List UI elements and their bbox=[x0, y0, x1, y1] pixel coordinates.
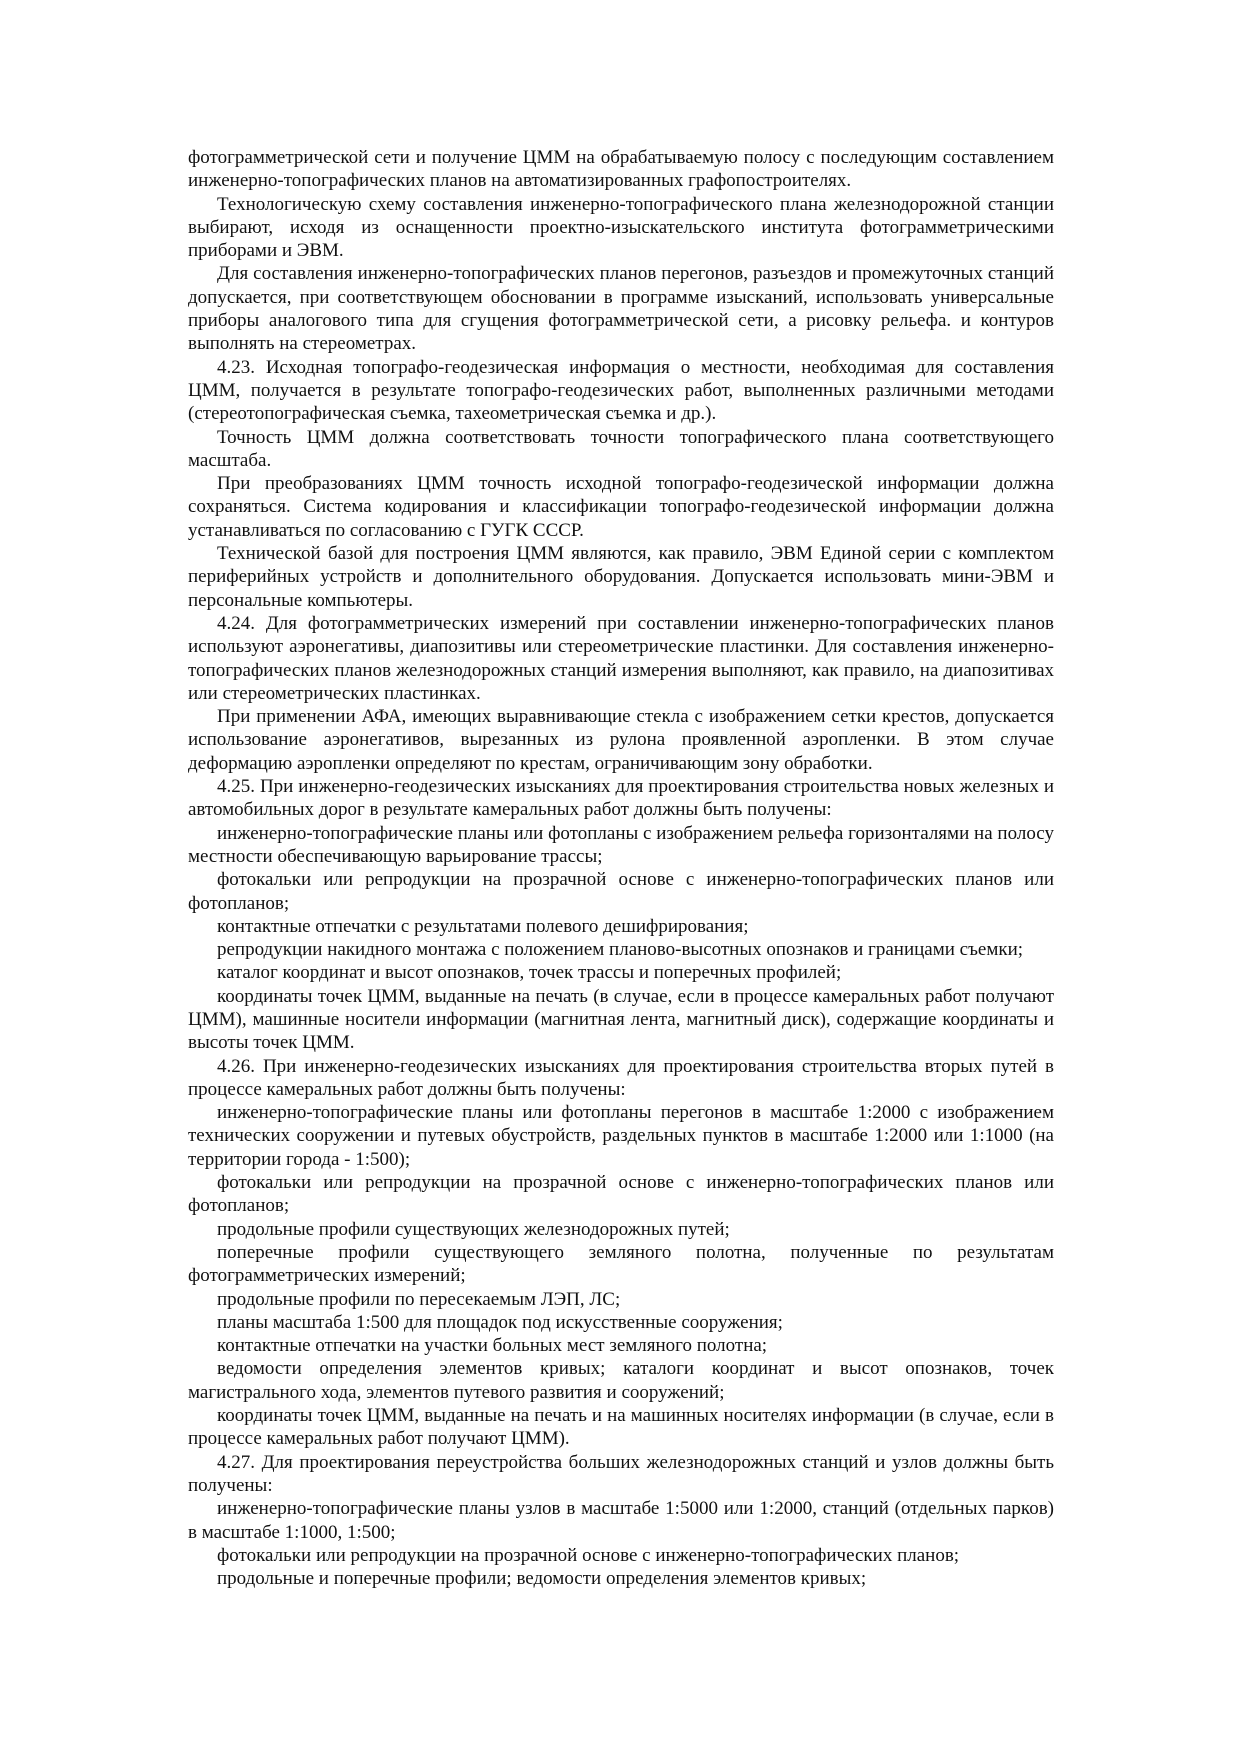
list-item: продольные профили по пересекаемым ЛЭП, ЛС; bbox=[217, 1288, 621, 1310]
list-item: фотокальки или репродукции на прозрачной основе с инженерно-топографических планов или фотопланов; bbox=[188, 869, 1054, 914]
paragraph: Для составления инженерно-топографических планов перегонов, разъездов и промежуточных станций допускается, при соответствующем обосновании в программе изысканий, использовать универсальные приборы аналогового типа для сгущения фотограмметрической сети, а рисовку рельефа. и контуров выполнять на стереометрах. bbox=[188, 263, 1054, 355]
list-item: поперечные профили существующего земляного полотна, полученные по результатам фотограмметрических измерений; bbox=[188, 1241, 1054, 1287]
paragraph-section-4-24: 4.24. Для фотограмметрических измерений при составлении инженерно-топографических планов используют аэронегативы, диапозитивы или стереометрические пластинки. Для составления инженерно-топографических планов железнодорожных станций измерения выполняют, как правило, на диапозитивах или стереометрических пластинках. bbox=[188, 612, 1054, 704]
list-item: фотокальки или репродукции на прозрачной основе с инженерно-топографических планов или фотопланов; bbox=[188, 1172, 1054, 1217]
list-item: инженерно-топографические планы узлов в масштабе 1:5000 или 1:2000, станций (отдельных парков) в масштабе 1:1000, 1:500; bbox=[188, 1498, 1054, 1543]
list-item: продольные профили существующих железнодорожных путей; bbox=[217, 1218, 730, 1240]
paragraph: Точность ЦММ должна соответствовать точности топографического плана соответствующего масштаба. bbox=[188, 426, 1054, 471]
list-item: продольные и поперечные профили; ведомости определения элементов кривых; bbox=[217, 1568, 867, 1590]
paragraph-section-4-26: 4.26. При инженерно-геодезических изысканиях для проектирования строительства вторых путей в процессе камеральных работ должны быть получены: bbox=[188, 1055, 1054, 1100]
list-item: ведомости определения элементов кривых; каталоги координат и высот опознаков, точек магистрального хода, элементов путевого развития и сооружений; bbox=[188, 1358, 1054, 1403]
list-item: фотокальки или репродукции на прозрачной основе с инженерно-топографических планов; bbox=[217, 1544, 960, 1566]
list-item: репродукции накидного монтажа с положением планово-высотных опознаков и границами съемки; bbox=[217, 939, 1024, 961]
document-page bbox=[188, 146, 1054, 1590]
paragraph: При применении АФА, имеющих выравнивающие стекла с изображением сетки крестов, допускается использование аэронегативов, вырезанных из рулона проявленной аэропленки. В этом случае деформацию аэропленки определяют по крестам, ограничивающим зону обработки. bbox=[188, 706, 1054, 774]
paragraph-section-4-27: 4.27. Для проектирования переустройства больших железнодорожных станций и узлов должны быть получены: bbox=[188, 1451, 1054, 1496]
list-item: планы масштаба 1:500 для площадок под искусственные сооружения; bbox=[217, 1311, 783, 1333]
list-item: инженерно-топографические планы или фотопланы с изображением рельефа горизонталями на полосу местности обеспечивающую варьирование трассы; bbox=[188, 822, 1054, 867]
list-item: инженерно-топографические планы или фотопланы перегонов в масштабе 1:2000 с изображением технических сооружении и путевых обустройств, раздельных пунктов в масштабе 1:2000 или 1:1000 (на территории города - 1:500); bbox=[188, 1102, 1054, 1170]
paragraph-section-4-25: 4.25. При инженерно-геодезических изысканиях для проектирования строительства новых железных и автомобильных дорог в результате камеральных работ должны быть получены: bbox=[188, 776, 1054, 821]
list-item: контактные отпечатки с результатами полевого дешифрирования; bbox=[217, 915, 749, 937]
list-item: координаты точек ЦММ, выданные на печать и на машинных носителях информации (в случае, если в процессе камеральных работ получают ЦММ). bbox=[188, 1405, 1054, 1450]
paragraph: фотограмметрической сети и получение ЦММ на обрабатываемую полосу с последующим составлением инженерно-топографических планов на автоматизированных графопостроителях. bbox=[188, 147, 1054, 192]
paragraph: Технической базой для построения ЦММ являются, как правило, ЭВМ Единой серии с комплектом периферийных устройств и дополнительного оборудования. Допускается использовать мини-ЭВМ и персональные компьютеры. bbox=[188, 543, 1054, 611]
list-item: каталог координат и высот опознаков, точек трассы и поперечных профилей; bbox=[217, 962, 842, 984]
paragraph: Технологическую схему составления инженерно-топографического плана железнодорожной станции выбирают, исходя из оснащенности проектно-изыскательского института фотограмметрическими приборами и ЭВМ. bbox=[188, 193, 1054, 262]
list-item: контактные отпечатки на участки больных мест земляного полотна; bbox=[217, 1335, 768, 1357]
list-item: координаты точек ЦММ, выданные на печать (в случае, если в процессе камеральных работ получают ЦММ), машинные носители информации (магнитная лента, магнитный диск), содержащие координаты и высоты точек ЦММ. bbox=[188, 985, 1054, 1054]
paragraph-section-4-23: 4.23. Исходная топографо-геодезическая информация о местности, необходимая для составления ЦММ, получается в результате топографо-геодезических работ, выполненных различными методами (стереотопографическая съемка, тахеометрическая съемка и др.). bbox=[188, 356, 1054, 425]
paragraph: При преобразованиях ЦММ точность исходной топографо-геодезической информации должна сохраняться. Система кодирования и классификации топографо-геодезической информации должна устанавливаться по согласованию с ГУГК СССР. bbox=[188, 473, 1054, 541]
